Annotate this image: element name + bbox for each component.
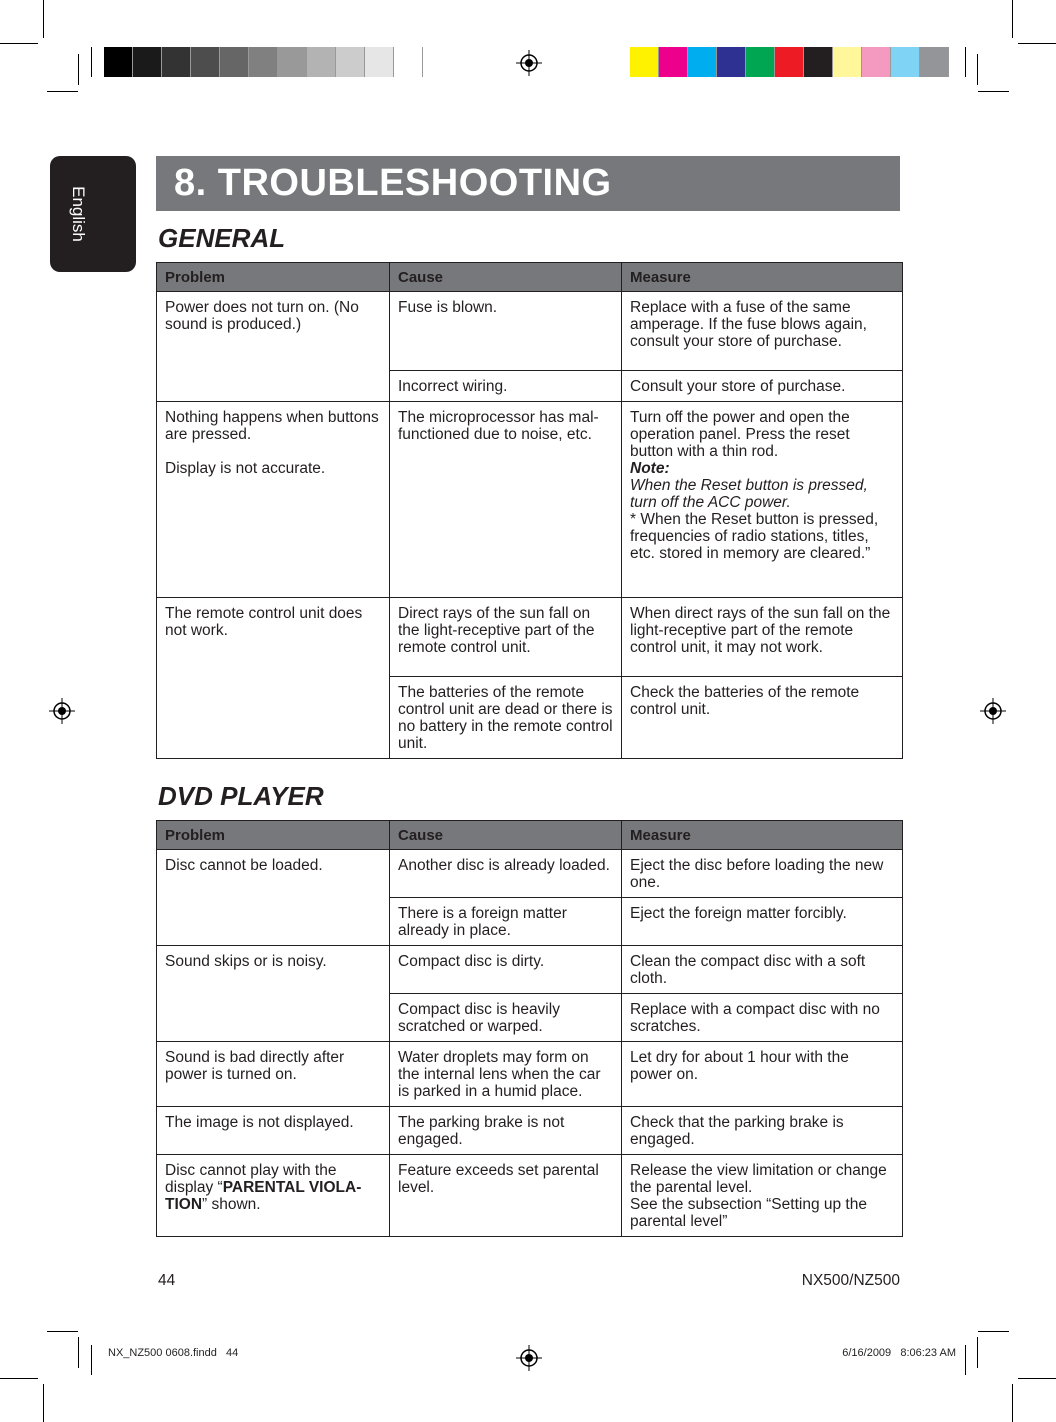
measure-cell: Eject the disc before loading the new one. xyxy=(622,850,903,898)
crop-mark xyxy=(977,54,978,85)
crop-mark xyxy=(1018,1378,1056,1379)
crop-mark xyxy=(965,1345,966,1375)
color-swatch xyxy=(804,47,833,77)
color-swatch xyxy=(365,47,394,77)
table-header-row xyxy=(157,263,903,292)
chapter-title xyxy=(174,162,612,205)
chapter-title-bar xyxy=(156,156,900,211)
color-swatch xyxy=(833,47,862,77)
slug-datetime: 6/16/2009 8:06:23 AM xyxy=(842,1347,956,1359)
cause-cell: Direct rays of the sun fall on the light-receptive part of the remote control unit. xyxy=(390,598,622,677)
color-swatch xyxy=(249,47,278,77)
note-label: Note: xyxy=(630,460,670,477)
problem-text: ” shown. xyxy=(202,1196,261,1213)
registration-mark-icon xyxy=(980,698,1006,724)
measure-text: Release the view limitation or change the parental level. xyxy=(630,1162,887,1196)
color-swatch xyxy=(394,47,423,77)
grayscale-bar xyxy=(104,47,423,77)
crop-mark xyxy=(47,1331,78,1332)
table-row xyxy=(157,1042,903,1107)
header-measure: Measure xyxy=(622,263,903,292)
general-table xyxy=(156,262,903,759)
crop-mark xyxy=(47,91,78,92)
color-swatch xyxy=(688,47,717,77)
header-cause: Cause xyxy=(390,821,622,850)
color-swatch xyxy=(920,47,949,77)
model-name: NX500/NZ500 xyxy=(801,1272,900,1289)
color-swatch xyxy=(162,47,191,77)
problem-text: Disc cannot play with the display “ xyxy=(165,1162,337,1196)
cause-cell: Feature exceeds set parental level. xyxy=(390,1155,622,1237)
cause-cell: Water droplets may form on the internal lens when the car is parked in a humid place. xyxy=(390,1042,622,1107)
measure-cell: Let dry for about 1 hour with the power on. xyxy=(622,1042,903,1107)
table-row xyxy=(157,850,903,898)
cause-cell: Incorrect wiring. xyxy=(390,371,622,402)
crop-mark xyxy=(0,1378,38,1379)
color-swatch xyxy=(717,47,746,77)
color-swatch xyxy=(891,47,920,77)
measure-cell xyxy=(622,402,903,598)
crop-mark xyxy=(977,1337,978,1368)
color-swatch xyxy=(278,47,307,77)
note-text: When the Reset button is pressed, turn off the ACC power. xyxy=(630,477,868,511)
table-row xyxy=(157,292,903,371)
problem-cell: Sound skips or is noisy. xyxy=(157,946,390,1042)
table-row xyxy=(157,946,903,994)
problem-cell: The image is not displayed. xyxy=(157,1107,390,1155)
color-swatch xyxy=(307,47,336,77)
table-row xyxy=(157,1107,903,1155)
crop-mark xyxy=(978,91,1009,92)
page-number: 44 xyxy=(158,1272,176,1289)
color-swatch xyxy=(746,47,775,77)
cause-cell: The batteries of the remote control unit are dead or there is no battery in the remote control unit. xyxy=(390,677,622,759)
measure-cell: Eject the foreign matter forcibly. xyxy=(622,898,903,946)
table-header-row xyxy=(157,821,903,850)
crop-mark xyxy=(91,47,92,77)
crop-mark xyxy=(91,1345,92,1375)
registration-mark-icon xyxy=(516,1345,542,1371)
measure-cell: Replace with a fuse of the same amperage. If the fuse blows again, consult your store of purchase. xyxy=(622,292,903,371)
section-heading-general: GENERAL xyxy=(158,223,286,253)
table-row xyxy=(157,1155,903,1237)
dvd-table xyxy=(156,820,903,1237)
problem-cell: Sound is bad directly after power is turned on. xyxy=(157,1042,390,1107)
measure-text: * When the Reset button is pressed, frequencies of radio stations, titles, etc. stored in memory are cleared.” xyxy=(630,511,879,562)
header-cause: Cause xyxy=(390,263,622,292)
slug-file: NX_NZ500 0608.findd 44 xyxy=(108,1347,239,1359)
color-swatch xyxy=(336,47,365,77)
cause-cell: The parking brake is not engaged. xyxy=(390,1107,622,1155)
crop-mark xyxy=(1018,43,1056,44)
crop-mark xyxy=(78,1337,79,1368)
cause-cell: Compact disc is dirty. xyxy=(390,946,622,994)
measure-cell: Check that the parking brake is engaged. xyxy=(622,1107,903,1155)
problem-cell xyxy=(157,402,390,598)
cause-cell: Another disc is already loaded. xyxy=(390,850,622,898)
color-swatch xyxy=(220,47,249,77)
crop-mark xyxy=(1012,1384,1013,1422)
problem-cell xyxy=(157,1155,390,1237)
crop-mark xyxy=(1012,0,1013,38)
crop-mark xyxy=(78,54,79,85)
crop-mark xyxy=(43,0,44,38)
header-problem: Problem xyxy=(157,821,390,850)
measure-cell: Consult your store of purchase. xyxy=(622,371,903,402)
registration-mark-icon xyxy=(49,698,75,724)
header-measure: Measure xyxy=(622,821,903,850)
problem-cell: Disc cannot be loaded. xyxy=(157,850,390,946)
measure-cell xyxy=(622,1155,903,1237)
cause-cell: Compact disc is heavily scratched or warped. xyxy=(390,994,622,1042)
table-row xyxy=(157,598,903,677)
parental-violation-label: PARENTAL VIOLA-TION xyxy=(165,1179,362,1213)
cause-cell: The microprocessor has mal-functioned due to noise, etc. xyxy=(390,402,622,598)
color-swatch xyxy=(191,47,220,77)
color-swatch xyxy=(659,47,688,77)
color-swatch xyxy=(630,47,659,77)
measure-cell: Replace with a compact disc with no scratches. xyxy=(622,994,903,1042)
cause-cell: Fuse is blown. xyxy=(390,292,622,371)
chapter-title-text: TROUBLESHOOTING xyxy=(217,162,612,204)
chapter-number: 8. xyxy=(174,162,207,204)
problem-cell: The remote control unit does not work. xyxy=(157,598,390,759)
measure-text: Turn off the power and open the operation panel. Press the reset button with a thin rod. xyxy=(630,409,850,460)
crop-mark xyxy=(0,43,38,44)
language-label: English xyxy=(69,186,88,242)
problem-cell: Power does not turn on. (No sound is produced.) xyxy=(157,292,390,402)
color-swatch xyxy=(133,47,162,77)
language-side-tab xyxy=(50,156,136,272)
header-problem: Problem xyxy=(157,263,390,292)
registration-mark-icon xyxy=(516,50,542,76)
color-swatch xyxy=(862,47,891,77)
problem-text: Nothing happens when buttons are pressed. xyxy=(165,409,379,443)
section-heading-dvd: DVD PLAYER xyxy=(158,781,324,811)
table-row xyxy=(157,402,903,598)
measure-cell: When direct rays of the sun fall on the light-receptive part of the remote control unit, it may not work. xyxy=(622,598,903,677)
measure-cell: Check the batteries of the remote control unit. xyxy=(622,677,903,759)
color-swatch xyxy=(775,47,804,77)
problem-text: Display is not accurate. xyxy=(165,460,326,477)
measure-cell: Clean the compact disc with a soft cloth. xyxy=(622,946,903,994)
crop-mark xyxy=(978,1331,1009,1332)
crop-mark xyxy=(43,1384,44,1422)
cause-cell: There is a foreign matter already in place. xyxy=(390,898,622,946)
color-bar xyxy=(630,47,949,77)
crop-mark xyxy=(965,47,966,77)
color-swatch xyxy=(104,47,133,77)
measure-text: See the subsection “Setting up the parental level” xyxy=(630,1196,867,1230)
